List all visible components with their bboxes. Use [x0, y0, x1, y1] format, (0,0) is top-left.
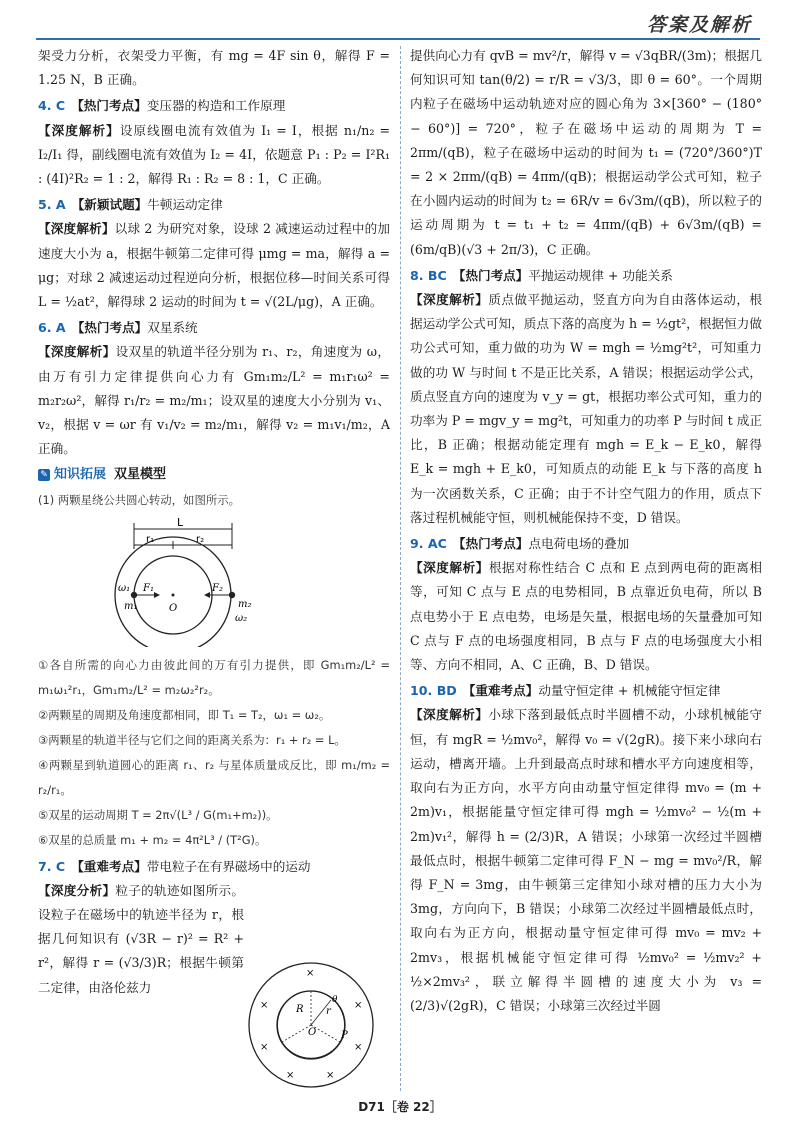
analysis-label: 【深度分析】 — [38, 882, 116, 898]
item-tag: 【热门考点】 — [452, 267, 529, 283]
item-number: 9. AC — [410, 536, 447, 552]
analysis-q4 — [38, 119, 390, 192]
knowledge-box-title — [38, 463, 390, 487]
field-cross: × — [354, 1000, 363, 1011]
item-tag: 【热门考点】 — [71, 98, 147, 114]
analysis-q8 — [410, 288, 762, 530]
field-cross: × — [306, 968, 315, 979]
analysis-text: 小球下落到最低点时半圆槽不动，小球机械能守恒，有 mgR = ½mv₀²，解得 v₀ = √(2gR)。接下来小球向右运动，槽离开墙。上升到最高点时球和槽水平方向速度相等，取向右为正方向，水平方向由动量守恒定律得 mv₀ = (m + 2m)v₁，根据能量守恒定律可得 mgh = ½mv₀² − ½(m + 2m)v₁²，解得 h = (2/3)R，A 错误；小球第一次经过半圆槽最低点时，根据牛顿第二定律可得 F_N − mg = mv₀²/R，解得 F_N = 3mg，由牛顿第三定律知小球对槽的压力大小为 3mg，方向向下，B 错误；小球第二次经过半圆槽最低点时，取向右为正方向，根据动量守恒定律可得 mv₀ = mv₂ + 2mv₃，根据机械能守恒定律可得 ½mv₀² = ½mv₂² + ½×2mv₃²，联立解得半圆槽的速度大小为 v₃ = (2/3)√(2gR)，C 错误；小球第三次经过半圆 — [410, 707, 763, 1013]
analysis-q7 — [38, 879, 244, 1000]
item-topic: 带电粒子在有界磁场中的运动 — [146, 858, 311, 874]
label-w1: ω₁ — [118, 582, 131, 594]
note-4: ④两颗星到轨道圆心的距离 r₁、r₂ 与星体质量成反比，即 m₁/m₂ = r₂/r₁。 — [38, 757, 390, 797]
item-number: 10. BD — [410, 683, 457, 699]
label-w2: ω₂ — [235, 612, 248, 624]
analysis-label: 【深度解析】 — [410, 292, 489, 308]
note-2: ②两颗星的周期及角速度都相同，即 T₁ = T₂，ω₁ = ω₂。 — [38, 707, 331, 722]
header-title: 答案及解析 — [646, 14, 752, 36]
field-cross: × — [354, 1042, 363, 1053]
paragraph-q3-end: 架受力分析，衣架受力平衡，有 mg = 4F sin θ，解得 F = 1.25 N，B 正确。 — [38, 48, 390, 88]
pen-icon: ✎ — [38, 469, 50, 481]
label-r2: r₂ — [196, 533, 205, 545]
item-number: 6. A — [38, 320, 66, 336]
item-q7 — [38, 855, 390, 879]
item-q6 — [38, 316, 390, 340]
field-cross: × — [326, 1070, 335, 1081]
label-m2: m₂ — [238, 598, 252, 610]
analysis-text: 以球 2 为研究对象，设球 2 减速运动过程中的加速度大小为 a，根据牛顿第二定律可得 μmg = ma，解得 a = μg；对球 2 减速运动过程逆向分析，根据位移—时间关系可得 L = ½at²，解得球 2 运动的时间为 t = √(2L/μg)，A 正确。 — [38, 221, 391, 310]
page-number: D71［卷 22］ — [358, 1100, 442, 1114]
item-q10 — [410, 679, 762, 703]
analysis-text: 设双星的轨道半径分别为 r₁、r₂，角速度为 ω，由万有引力定律提供向心力有 Gm₁m₂/L² = m₁r₁ω² = m₂r₂ω²，解得 r₁/r₂ = m₂/m₁；设双星的速度大小分别为 v₁、v₂，根据 v = ωr 有 v₁/v₂ = m₂/m₁，解得 v₂ = m₁v₁/m₂，A 正确。 — [38, 344, 390, 457]
label-O: O — [169, 602, 178, 614]
item-topic: 动量守恒定律 + 机械能守恒定律 — [538, 683, 721, 699]
label-theta: θ — [332, 995, 338, 1005]
left-column — [38, 44, 390, 1000]
analysis-q10 — [410, 703, 762, 1018]
analysis-q9 — [410, 556, 762, 677]
field-cross: × — [260, 1042, 269, 1053]
item-number: 7. C — [38, 858, 66, 874]
item-topic: 牛顿运动定律 — [147, 197, 223, 213]
item-tag: 【热门考点】 — [71, 320, 148, 336]
label-R: R — [296, 1004, 304, 1015]
magnetic-field-figure — [246, 960, 376, 1090]
analysis-q6 — [38, 340, 390, 461]
analysis-label: 【深度解析】 — [38, 221, 115, 237]
item-topic: 双星系统 — [147, 320, 198, 336]
knowledge-subtitle: 双星模型 — [114, 467, 167, 483]
label-F2: F₂ — [212, 582, 223, 594]
page-header — [0, 0, 800, 40]
label-m1: m₁ — [124, 600, 138, 612]
knowledge-intro: (1) 两颗星绕公共圆心转动，如图所示。 — [38, 492, 241, 507]
analysis-text: 设原线圈电流有效值为 I₁ = I，根据 n₁/n₂ = I₂/I₁ 得，副线圈电流有效值为 I₂ = 4I，依题意 P₁ : P₂ = I²R₁ : (4I)²R₂ = 1 : 2，解得 R₁ : R₂ = 8 : 1，C 正确。 — [38, 122, 390, 187]
note-1: ①各自所需的向心力由彼此间的万有引力提供，即 Gm₁m₂/L² = m₁ω₁²r₁，Gm₁m₂/L² = m₂ω₂²r₂。 — [38, 657, 390, 697]
item-topic: 平抛运动规律 + 功能关系 — [528, 267, 673, 283]
item-number: 8. BC — [410, 267, 447, 283]
label-P: P — [341, 1030, 348, 1041]
item-topic: 变压器的构造和工作原理 — [146, 98, 286, 114]
item-tag: 【重难考点】 — [71, 858, 147, 874]
label-L: L — [177, 515, 184, 529]
analysis-label: 【深度解析】 — [38, 122, 120, 138]
field-cross: × — [260, 1000, 269, 1011]
analysis-label: 【深度解析】 — [410, 560, 489, 576]
knowledge-title: 知识拓展 — [54, 467, 107, 483]
analysis-text: 根据对称性结合 C 点和 E 点到两电荷的距离相等，可知 C 点与 E 点的电势相同，B 点靠近负电荷，所以 B 点电势小于 E 点电势，电场是矢量，根据电场的矢量叠加可知 C 点与 F 点的电场强度相同，B 点与 F 点的电场强度大小相等、方向不相同，A、C 正确，B、D 错误。 — [410, 560, 762, 673]
note-3: ③两颗星的轨道半径与它们之间的距离关系为：r₁ + r₂ = L。 — [38, 732, 346, 747]
column-divider — [400, 46, 401, 1091]
analysis-label: 【深度解析】 — [410, 707, 489, 723]
item-tag: 【重难考点】 — [462, 683, 539, 699]
item-q4 — [38, 94, 390, 118]
analysis-q5 — [38, 217, 390, 314]
item-tag: 【新颖试题】 — [71, 197, 148, 213]
item-q8 — [410, 264, 762, 288]
item-number: 4. C — [38, 98, 66, 114]
analysis-text: 质点做平抛运动，竖直方向为自由落体运动，根据运动学公式可知，质点下落的高度为 h = ½gt²，根据恒力做功公式可知，重力做的功为 W = mgh = ½mg²t²，可知重力做的功 W 与时间 t 不是正比关系，A 错误；根据运动学公式，质点竖直方向的速度为 v_y = gt，根据功率公式可知，重力的功率为 P = mgv_y = mg²t，可知重力的功率 P 与时间 t 成正比，B 正确；根据动能定理有 mgh = E_k − E_k0，解得 E_k = mgh + E_k0，可知质点的动能 E_k 与下落的高度 h 为一次函数关系，C 正确；由于不计空气阻力的作用，质点下落过程机械能守恒，则机械能保持不变，D 错误。 — [410, 292, 763, 525]
item-tag: 【热门考点】 — [452, 536, 529, 552]
label-O: O — [308, 1027, 317, 1038]
label-r1: r₁ — [146, 533, 155, 545]
analysis-text: 粒子的轨迹如图所示。设粒子在磁场中的轨迹半径为 r，根据几何知识有 (√3R − r)² = R² + r²，解得 r = (√3/3)R；根据牛顿第二定律，由洛伦兹力 — [38, 882, 245, 995]
note-5: ⑤双星的运动周期 T = 2π√(L³ / G(m₁+m₂))。 — [38, 807, 278, 822]
note-6: ⑥双星的总质量 m₁ + m₂ = 4π²L³ / (T²G)。 — [38, 832, 267, 847]
binary-star-figure — [98, 515, 268, 647]
item-q9 — [410, 532, 762, 556]
item-q5 — [38, 193, 390, 217]
analysis-label: 【深度解析】 — [38, 344, 116, 360]
item-topic: 点电荷电场的叠加 — [528, 536, 630, 552]
right-column — [410, 44, 762, 1018]
header-rule — [36, 38, 760, 40]
field-cross: × — [286, 1070, 295, 1081]
paragraph-q7-cont: 提供向心力有 qvB = mv²/r，解得 v = √3qBR/(3m)；根据几何知识可知 tan(θ/2) = r/R = √3/3，即 θ = 60°。一个周期内粒子在磁场中运动轨迹对应的圆心角为 3×[360° − (180° − 60°)] = 720°，粒子在磁场中运动的周期为 T = 2πm/(qB)，粒子在磁场中运动的时间为 t₁ = (720°/360°)T = 2 × 2πm/(qB) = 4πm/(qB)；根据运动学公式可知，粒子在小圆内运动的时间为 t₂ = 6R/v = 6√3m/(qB)，所以粒子的运动周期为 t = t₁ + t₂ = 4πm/(qB) + 6√3m/(qB) = (6m/qB)(√3 + 2π/3)，C 正确。 — [410, 48, 762, 257]
label-r: r — [326, 1006, 331, 1017]
label-F1: F₁ — [143, 582, 154, 594]
item-number: 5. A — [38, 197, 66, 213]
